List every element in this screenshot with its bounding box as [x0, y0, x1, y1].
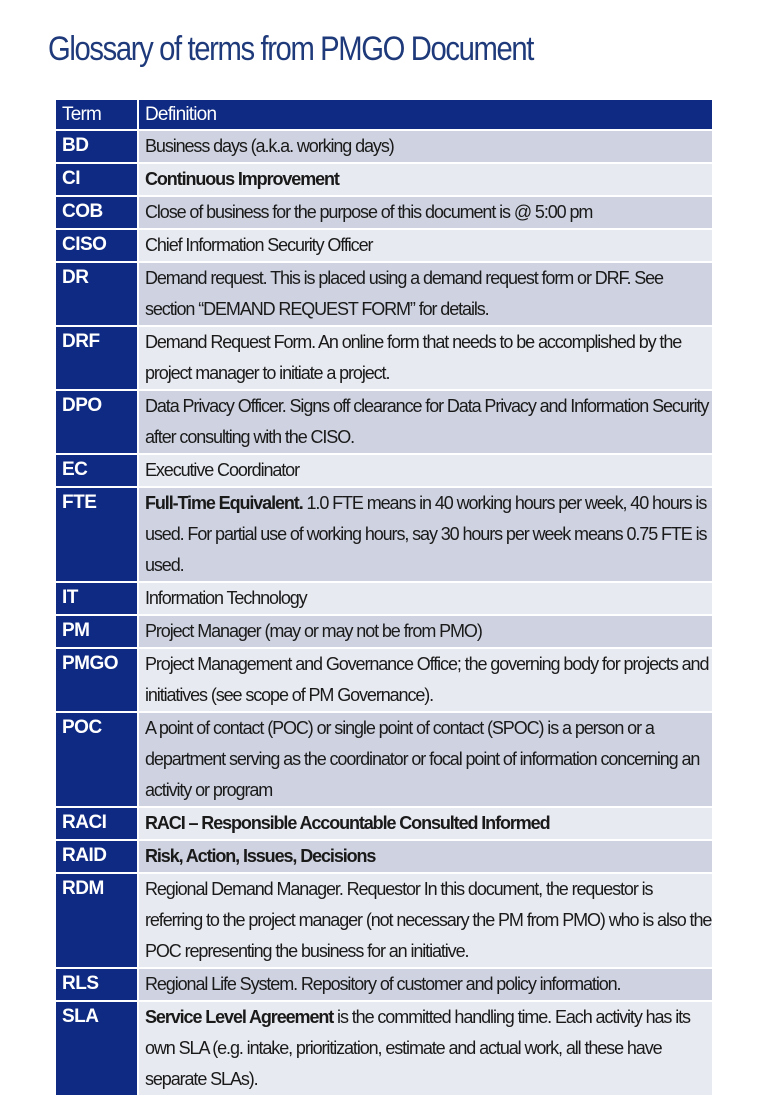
- table-row: [56, 326, 712, 390]
- term-cell: RAID: [56, 840, 138, 873]
- definition-cell: [138, 390, 712, 454]
- column-header-definition: Definition: [138, 100, 712, 130]
- table-row: [56, 873, 712, 968]
- term-cell: BD: [56, 130, 138, 163]
- definition-bold: Risk, Action, Issues, Decisions: [145, 846, 376, 866]
- table-row: [56, 968, 712, 1001]
- definition-text: Data Privacy Officer. Signs off clearance for Data Privacy and Information Security after consulting with the CISO.: [145, 396, 709, 447]
- definition-cell: [138, 712, 712, 807]
- term-cell: RLS: [56, 968, 138, 1001]
- definition-cell: [138, 615, 712, 648]
- definition-text: Demand request. This is placed using a demand request form or DRF. See section “DEMAND REQUEST FORM” for details.: [145, 268, 663, 319]
- term-cell: DRF: [56, 326, 138, 390]
- term-cell: FTE: [56, 487, 138, 582]
- table-row: [56, 130, 712, 163]
- definition-cell: [138, 840, 712, 873]
- definition-bold: RACI – Responsible Accountable Consulted Informed: [145, 813, 550, 833]
- table-row: [56, 454, 712, 487]
- table-row: [56, 229, 712, 262]
- definition-bold: Full-Time Equivalent.: [145, 493, 303, 513]
- definition-bold: Service Level Agreement: [145, 1007, 334, 1027]
- definition-bold: Continuous Improvement: [145, 169, 339, 189]
- definition-cell: [138, 229, 712, 262]
- definition-cell: [138, 968, 712, 1001]
- definition-text: Business days (a.k.a. working days): [145, 136, 394, 156]
- table-row: [56, 163, 712, 196]
- table-row: [56, 1001, 712, 1096]
- table-row: [56, 196, 712, 229]
- definition-cell: [138, 648, 712, 712]
- definition-text: Chief Information Security Officer: [145, 235, 373, 255]
- column-header-term: Term: [56, 100, 138, 130]
- term-cell: EC: [56, 454, 138, 487]
- table-row: [56, 262, 712, 326]
- page-title: Glossary of terms from PMGO Document: [48, 30, 534, 68]
- definition-text: Close of business for the purpose of this document is @ 5:00 pm: [145, 202, 593, 222]
- definition-text: Project Manager (may or may not be from PMO): [145, 621, 482, 641]
- table-row: [56, 807, 712, 840]
- definition-text: Information Technology: [145, 588, 307, 608]
- definition-cell: [138, 326, 712, 390]
- glossary-table: [56, 100, 712, 1097]
- term-cell: RACI: [56, 807, 138, 840]
- definition-text: Regional Life System. Repository of customer and policy information.: [145, 974, 621, 994]
- definition-cell: [138, 873, 712, 968]
- definition-cell: [138, 454, 712, 487]
- definition-cell: [138, 130, 712, 163]
- definition-text: Regional Demand Manager. Requestor In this document, the requestor is referring to the project manager (not necessary the PM from PMO) who is also the POC representing the business for an initiative.: [145, 879, 712, 961]
- table-row: [56, 712, 712, 807]
- definition-cell: [138, 582, 712, 615]
- term-cell: POC: [56, 712, 138, 807]
- definition-text: A point of contact (POC) or single point of contact (SPOC) is a person or a department serving as the coordinator or focal point of information concerning an activity or program: [145, 718, 700, 800]
- definition-cell: [138, 807, 712, 840]
- term-cell: DR: [56, 262, 138, 326]
- term-cell: IT: [56, 582, 138, 615]
- definition-cell: [138, 196, 712, 229]
- definition-cell: [138, 163, 712, 196]
- definition-text: is the committed handling time. Each activity has its own SLA (e.g. intake, prioritization, estimate and actual work, all these have separate SLAs).: [145, 1007, 690, 1089]
- table-row: [56, 487, 712, 582]
- term-cell: RDM: [56, 873, 138, 968]
- term-cell: DPO: [56, 390, 138, 454]
- definition-cell: [138, 487, 712, 582]
- term-cell: PMGO: [56, 648, 138, 712]
- definition-cell: [138, 1001, 712, 1096]
- table-header-row: [56, 100, 712, 130]
- table-row: [56, 582, 712, 615]
- table-row: [56, 390, 712, 454]
- definition-text: Demand Request Form. An online form that needs to be accomplished by the project manager to initiate a project.: [145, 332, 682, 383]
- term-cell: CI: [56, 163, 138, 196]
- table-row: [56, 648, 712, 712]
- term-cell: CISO: [56, 229, 138, 262]
- definition-text: 1.0 FTE means in 40 working hours per week, 40 hours is used. For partial use of working hours, say 30 hours per week means 0.75 FTE is used.: [145, 493, 707, 575]
- term-cell: COB: [56, 196, 138, 229]
- term-cell: PM: [56, 615, 138, 648]
- table-row: [56, 840, 712, 873]
- table-row: [56, 615, 712, 648]
- definition-text: Executive Coordinator: [145, 460, 299, 480]
- definition-cell: [138, 262, 712, 326]
- definition-text: Project Management and Governance Office; the governing body for projects and initiatives (see scope of PM Governance).: [145, 654, 709, 705]
- term-cell: SLA: [56, 1001, 138, 1096]
